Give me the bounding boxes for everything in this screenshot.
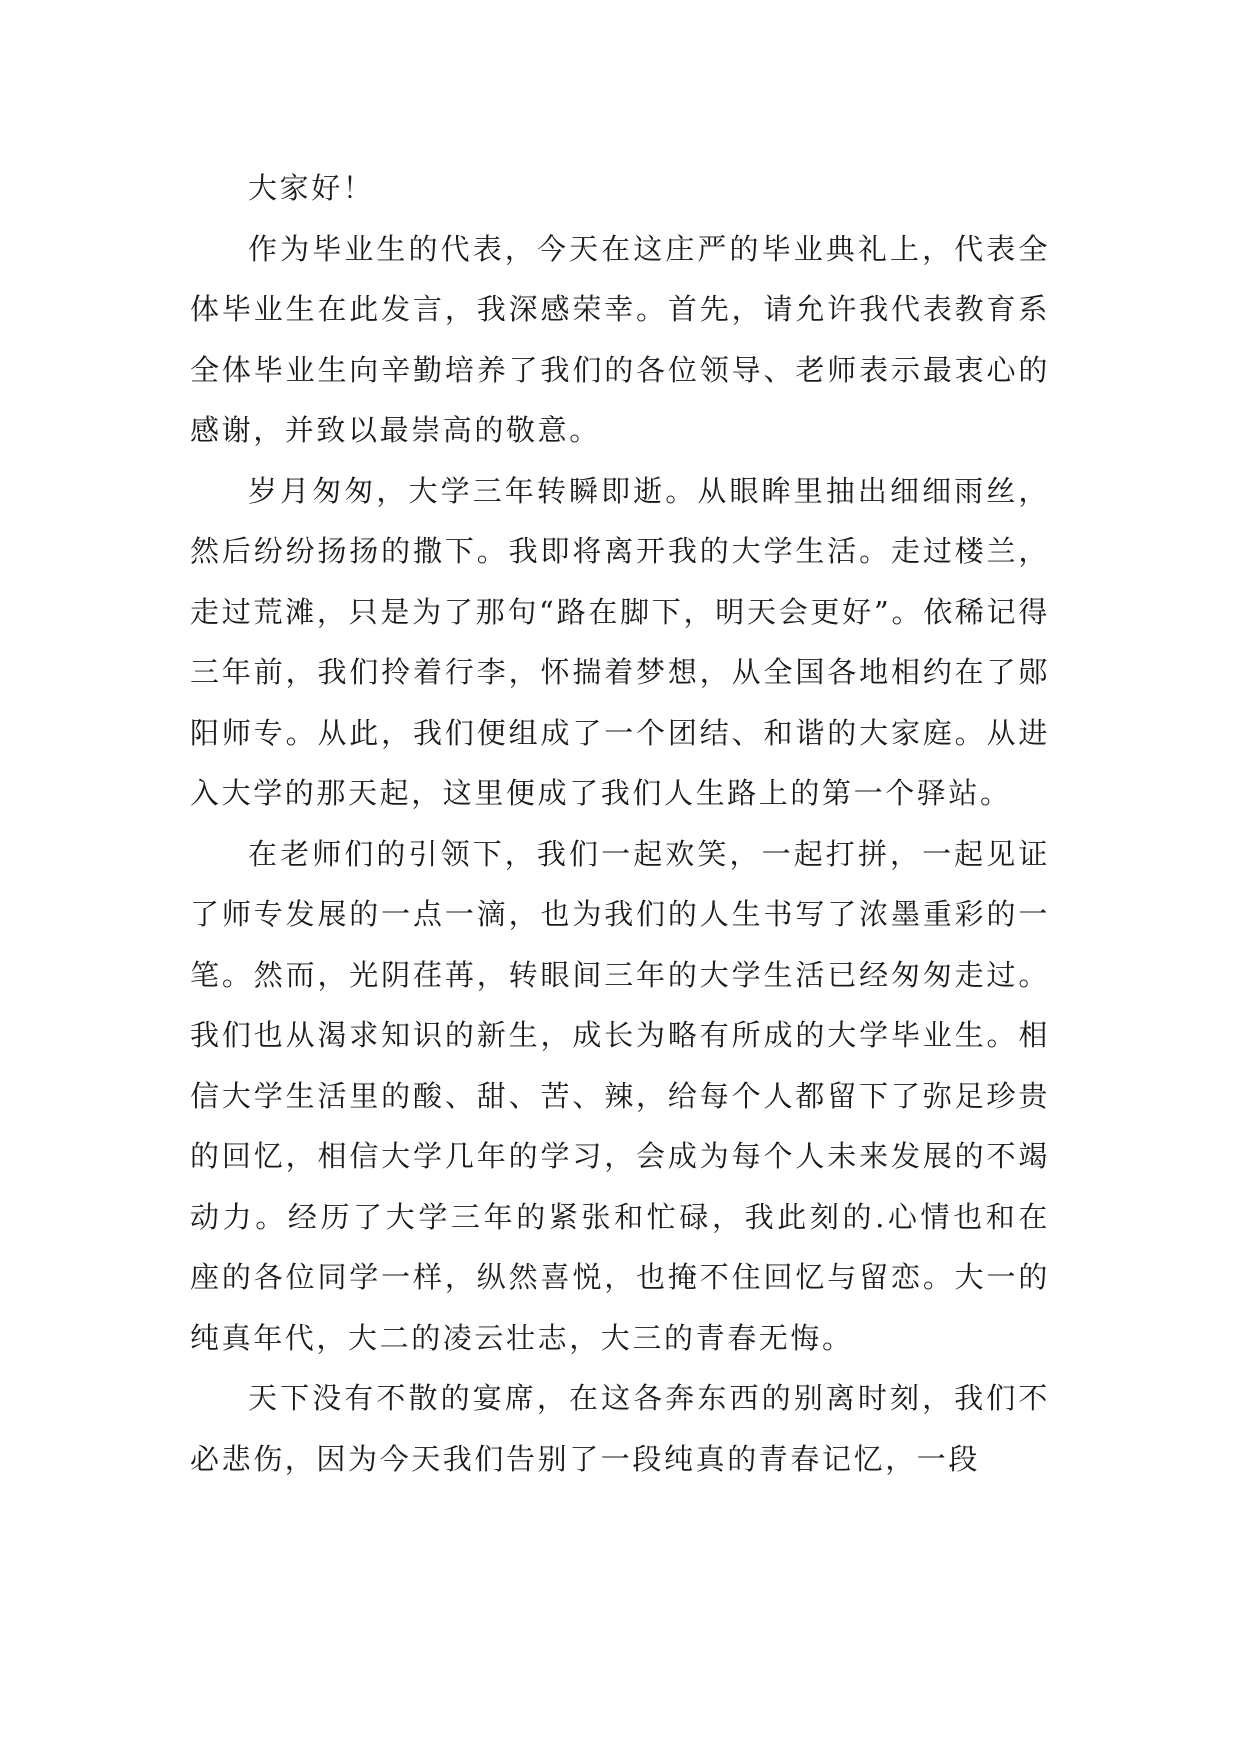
paragraph-1: 作为毕业生的代表，今天在这庄严的毕业典礼上，代表全体毕业生在此发言，我深感荣幸。首先，请允许我代表教育系全体毕业生向辛勤培养了我们的各位领导、老师表示最衷心的感谢，并致以最崇高的敬意。: [190, 231, 1050, 447]
paragraph-2: 岁月匆匆，大学三年转瞬即逝。从眼眸里抽出细细雨丝，然后纷纷扬扬的撒下。我即将离开我的大学生活。走过楼兰，走过荒滩，只是为了那句“路在脚下，明天会更好”。依稀记得三年前，我们拎着行李，怀揣着梦想，从全国各地相约在了郧阳师专。从此，我们便组成了一个团结、和谐的大家庭。从进入大学的那天起，这里便成了我们人生路上的第一个驿站。: [190, 473, 1050, 810]
speech-body: [190, 158, 1050, 1489]
greeting: 大家好！: [248, 171, 375, 205]
paragraph-4: 天下没有不散的宴席，在这各奔东西的别离时刻，我们不必悲伤，因为今天我们告别了一段纯真的青春记忆，一段: [190, 1381, 1050, 1476]
paragraph-3: 在老师们的引领下，我们一起欢笑，一起打拼，一起见证了师专发展的一点一滴，也为我们的人生书写了浓墨重彩的一笔。然而，光阴荏苒，转眼间三年的大学生活已经匆匆走过。我们也从渴求知识的新生，成长为略有所成的大学毕业生。相信大学生活里的酸、甜、苦、辣，给每个人都留下了弥足珍贵的回忆，相信大学几年的学习，会成为每个人未来发展的不竭动力。经历了大学三年的紧张和忙碌，我此刻的.心情也和在座的各位同学一样，纵然喜悦，也掩不住回忆与留恋。大一的纯真年代，大二的凌云壮志，大三的青春无悔。: [190, 836, 1050, 1355]
